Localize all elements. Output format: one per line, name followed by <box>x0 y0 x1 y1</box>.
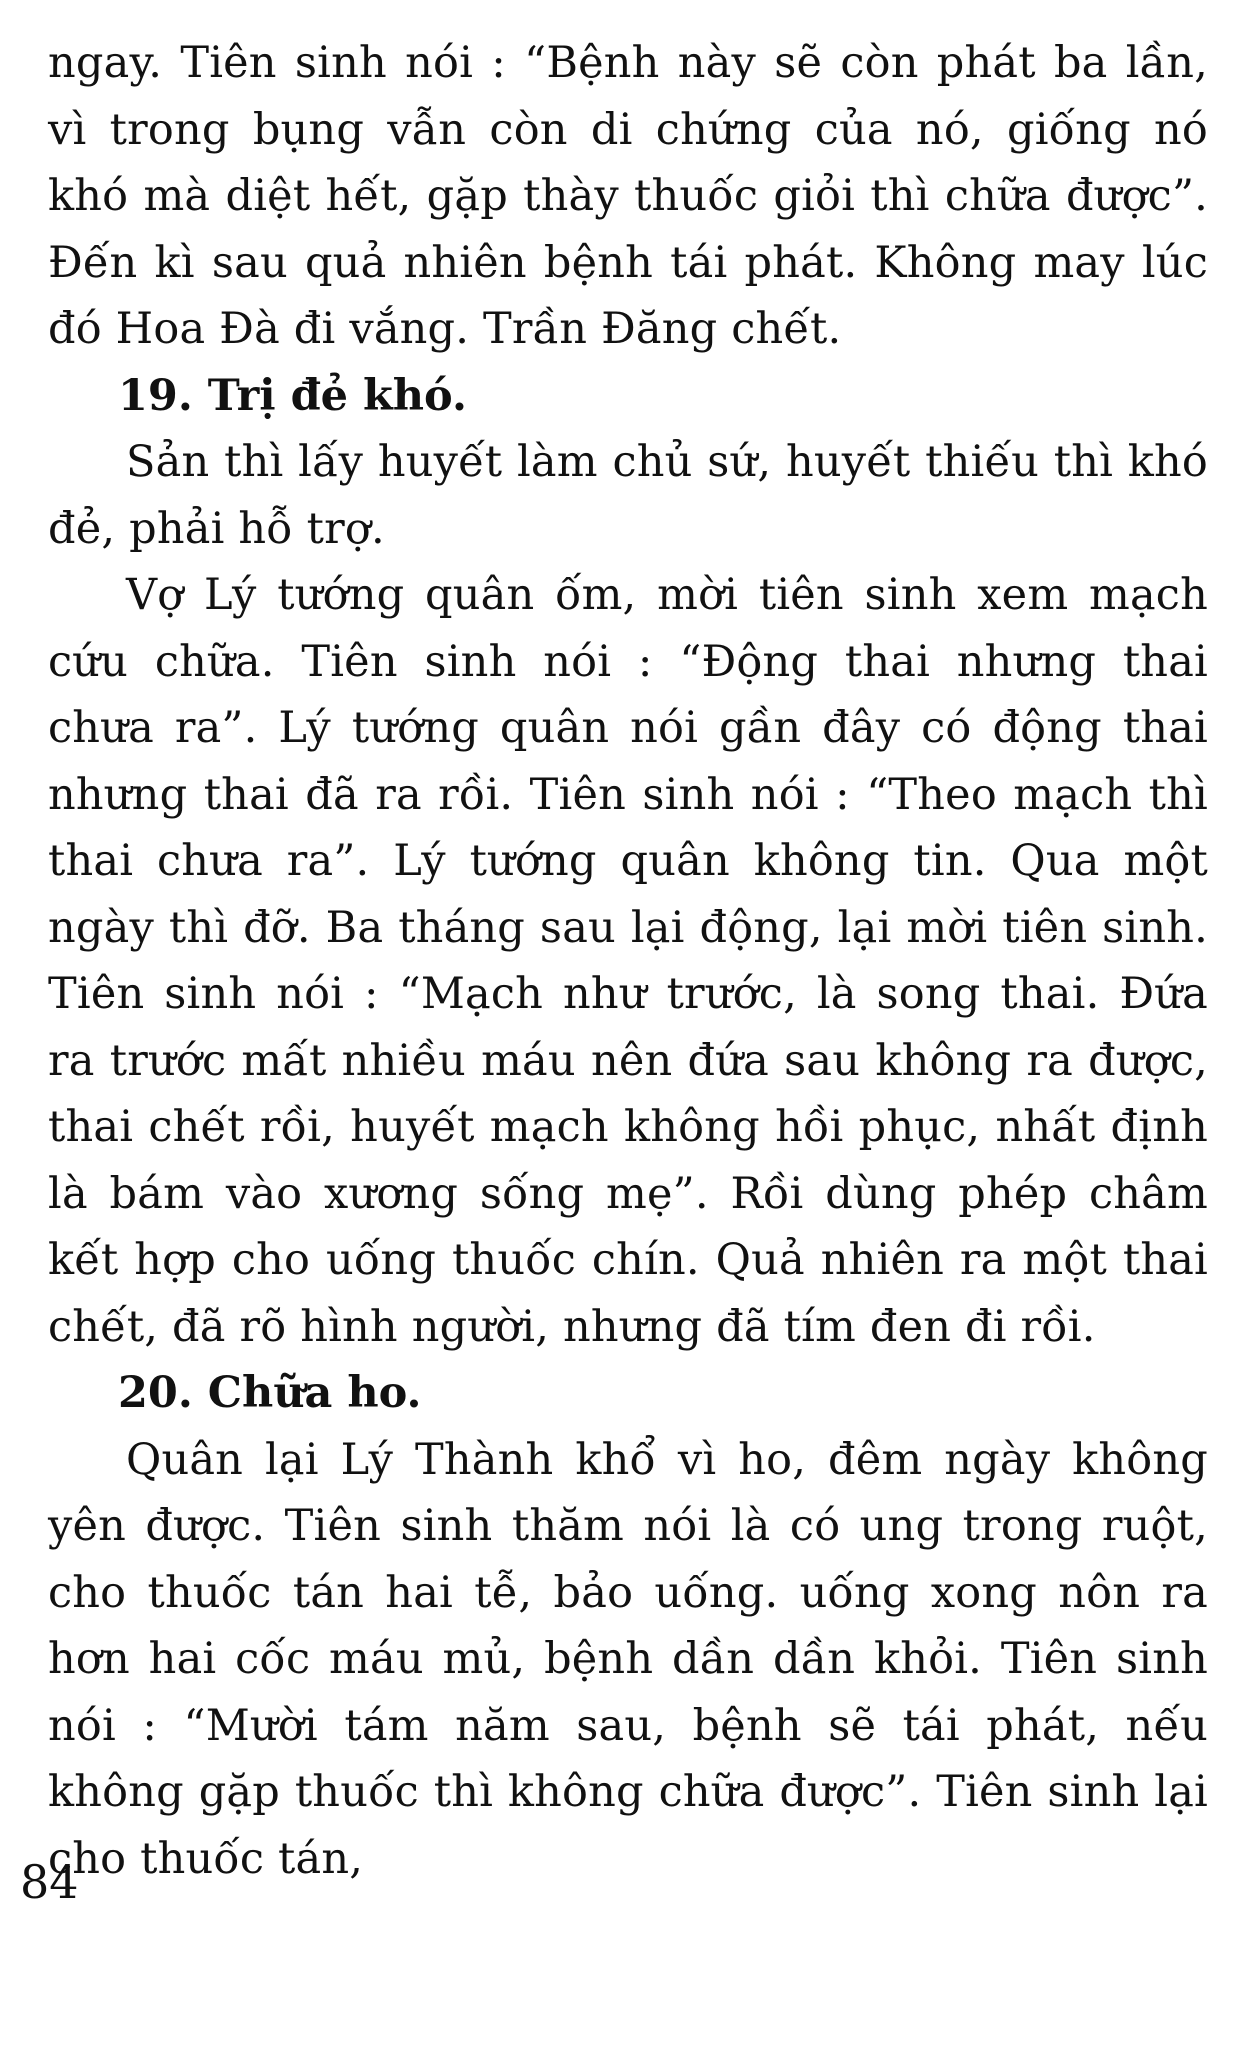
paragraph-intro-19: Sản thì lấy huyết làm chủ sứ, huyết thiếu thì khó đẻ, phải hỗ trợ. <box>48 437 1208 554</box>
section-heading-19: 19. Trị đẻ khó. <box>118 370 467 421</box>
section-heading-20: 20. Chữa ho. <box>118 1368 422 1418</box>
page-number: 84 <box>20 1855 79 1909</box>
page-body <box>48 30 1208 1892</box>
paragraph-story-19: Vợ Lý tướng quân ốm, mời tiên sinh xem mạch cứu chữa. Tiên sinh nói : “Động thai nhưng thai chưa ra”. Lý tướng quân nói gần đây có động thai nhưng thai đã ra rồi. Tiên sinh nói : “Theo mạch thì thai chưa ra”. Lý tướng quân không tin. Qua một ngày thì đỡ. Ba tháng sau lại động, lại mời tiên sinh. Tiên sinh nói : “Mạch như trước, là song thai. Đứa ra trước mất nhiều máu nên đứa sau không ra được, thai chết rồi, huyết mạch không hồi phục, nhất định là bám vào xương sống mẹ”. Rồi dùng phép châm kết hợp cho uống thuốc chín. Quả nhiên ra một thai chết, đã rõ hình người, nhưng đã tím đen đi rồi. <box>48 570 1208 1352</box>
paragraph-story-20: Quân lại Lý Thành khổ vì ho, đêm ngày không yên được. Tiên sinh thăm nói là có ung trong ruột, cho thuốc tán hai tễ, bảo uống. uống xong nôn ra hơn hai cốc máu mủ, bệnh dần dần khỏi. Tiên sinh nói : “Mười tám năm sau, bệnh sẽ tái phát, nếu không gặp thuốc thì không chữa được”. Tiên sinh lại cho thuốc tán, <box>48 1434 1208 1884</box>
paragraph-continuation: ngay. Tiên sinh nói : “Bệnh này sẽ còn phát ba lần, vì trong bụng vẫn còn di chứng của nó, giống nó khó mà diệt hết, gặp thày thuốc giỏi thì chữa được”. Đến kì sau quả nhiên bệnh tái phát. Không may lúc đó Hoa Đà đi vắng. Trần Đăng chết. <box>48 38 1208 354</box>
